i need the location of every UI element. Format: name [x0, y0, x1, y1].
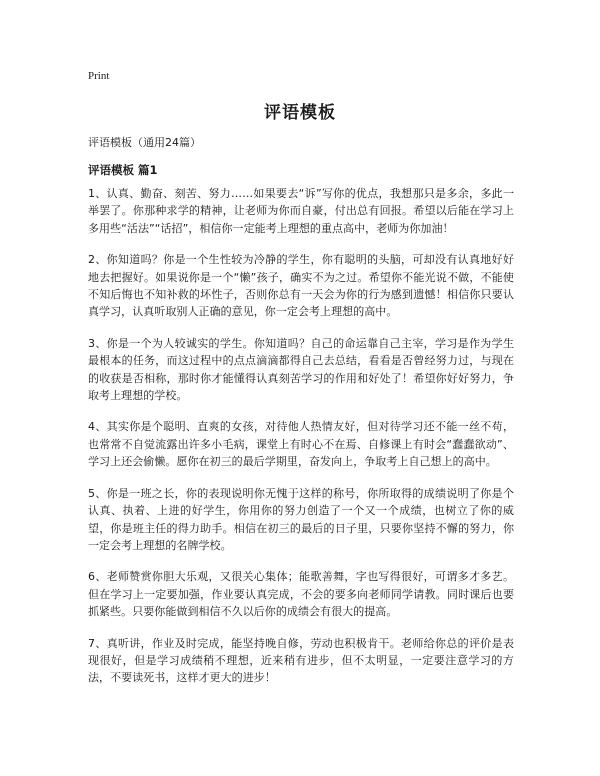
paragraph-3: 3、你是一个为人较诚实的学生。你知道吗？自己的命运靠自己主宰，学习是作为学生最根本的任务，而这过程中的点点滴滴都得自己去总结，看看是否曾经努力过，与现在的收获是否相称，那时你才能懂得认真刻苦学习的作用和好处了！希望你好好努力，争取考上理想的学校。: [88, 336, 514, 403]
document-title: 评语模板: [264, 103, 336, 123]
paragraph-6: 6、老师赞赏你胆大乐观，又很关心集体；能歌善舞，字也写得很好，可谓多才多艺。但在学习上一定要加强，作业要认真完成，不会的要多向老师同学请教。同时课后也要抓紧些。只要你能做到相信不久以后你的成绩会有很大的提高。: [88, 570, 514, 619]
paragraph-4: 4、其实你是个聪明、直爽的女孩，对待他人热情友好，但对待学习还不能一丝不苟，也常常不自觉流露出许多小毛病，课堂上有时心不在焉、自修课上有时会“蠢蠢欲动”、学习上还会偷懒。愿你在初三的最后学期里，奋发向上，争取考上自己想上的高中。: [88, 420, 514, 469]
section-heading: 评语模板 篇1: [88, 163, 158, 177]
document-subtitle: 评语模板（通用24篇）: [88, 136, 201, 149]
print-label[interactable]: Print: [88, 70, 110, 82]
paragraph-7: 7、真听讲，作业及时完成，能坚持晚自修，劳动也积极肯干。老师给你总的评价是表现很好，但是学习成绩稍不理想，近来稍有进步，但不太明显，一定要注意学习的方法，不要读死书，这样才更大的进步！: [88, 636, 514, 685]
paragraph-1: 1、认真、勤奋、刻苦、努力……如果要去“诉”写你的优点，我想那只是多余，多此一举罢了。你那种求学的精神，让老师为你而自豪，付出总有回报。希望以后能在学习上多用些“活法”“话招”，相信你一定能考上理想的重点高中，老师为你加油！: [88, 187, 514, 235]
paragraph-5: 5、你是一班之长，你的表现说明你无愧于这样的称号，你所取得的成绩说明了你是个认真、执着、上进的好学生，你用你的努力创造了一个又一个成绩，也树立了你的威望，你是班主任的得力助手。相信在初三的最后的日子里，只要你坚持不懈的努力，你一定会考上理想的名牌学校。: [88, 486, 514, 552]
document-body: [88, 185, 514, 701]
paragraph-2: 2、你知道吗？你是一个生性较为冷静的学生，你有聪明的头脑，可却没有认真地好好地去把握好。如果说你是一个“懒”孩子，确实不为之过。希望你不能光说不做，不能使不知后悔也不知补救的坏性子，否则你总有一天会为你的行为感到遗憾！相信你只要认真学习，认真听取别人正确的意见，你一定会考上理想的高中。: [88, 253, 514, 319]
